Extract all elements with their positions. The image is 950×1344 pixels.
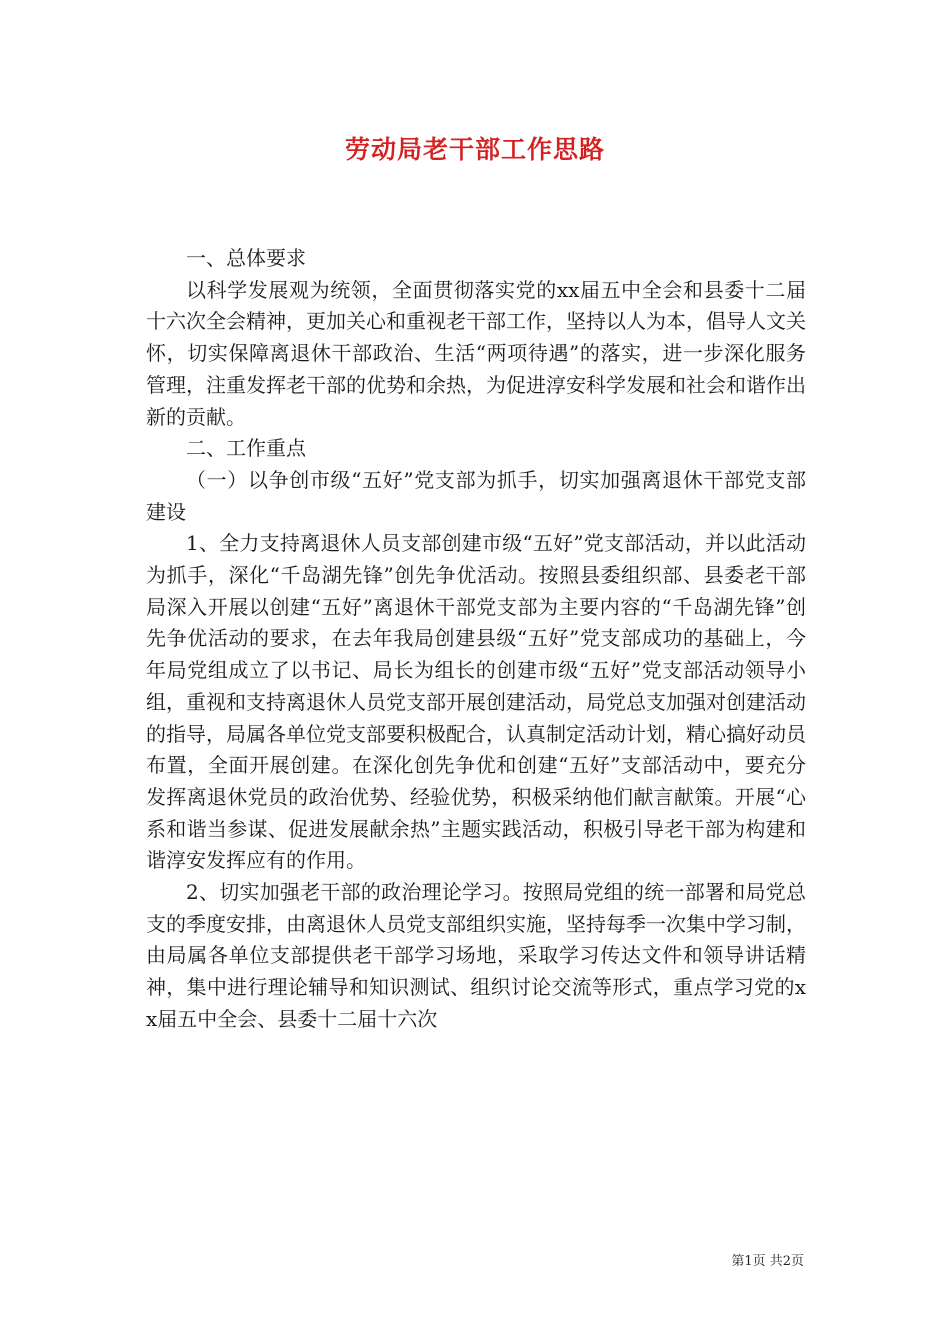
document-body: [146, 243, 806, 1036]
section-heading-work-focus: 二、工作重点: [186, 436, 306, 461]
page-number: 第1页 共2页: [731, 1254, 804, 1269]
document-title: 劳动局老干部工作思路: [344, 135, 605, 164]
paragraph: 2、切实加强老干部的政治理论学习。按照局党组的统一部署和局党总支的季度安排，由离退休人员党支部组织实施，坚持每季一次集中学习制，由局属各单位支部提供老干部学习场地，采取学习传达文件和领导讲话精神，集中进行理论辅导和知识测试、组织讨论交流等形式，重点学习党的xx届五中全会、县委十二届十六次: [146, 880, 806, 1031]
paragraph: 1、全力支持离退休人员支部创建市级“五好”党支部活动，并以此活动为抓手，深化“千岛湖先锋”创先争优活动。按照县委组织部、县委老干部局深入开展以创建“五好”离退休干部党支部为主要内容的“千岛湖先锋”创先争优活动的要求，在去年我局创建县级“五好”党支部成功的基础上，今年局党组成立了以书记、局长为组长的创建市级“五好”党支部活动领导小组，重视和支持离退休人员党支部开展创建活动，局党总支加强对创建活动的指导，局属各单位党支部要积极配合，认真制定活动计划，精心搞好动员布置，全面开展创建。在深化创先争优和创建“五好”支部活动中，要充分发挥离退休党员的政治优势、经验优势，积极采纳他们献言献策。开展“心系和谐当参谋、促进发展献余热”主题实践活动，积极引导老干部为构建和谐淳安发挥应有的作用。: [146, 531, 806, 873]
subsection-heading: （一）以争创市级“五好”党支部为抓手，切实加强离退休干部党支部建设: [146, 467, 806, 524]
section-heading-general-requirements: 一、总体要求: [186, 246, 306, 270]
paragraph: 以科学发展观为统领，全面贯彻落实党的xx届五中全会和县委十二届十六次全会精神，更加关心和重视老干部工作，坚持以人为本，倡导人文关怀，切实保障离退休干部政治、生活“两项待遇”的落实，进一步深化服务管理，注重发挥老干部的优势和余热，为促进淳安科学发展和社会和谐作出新的贡献。: [146, 277, 806, 429]
